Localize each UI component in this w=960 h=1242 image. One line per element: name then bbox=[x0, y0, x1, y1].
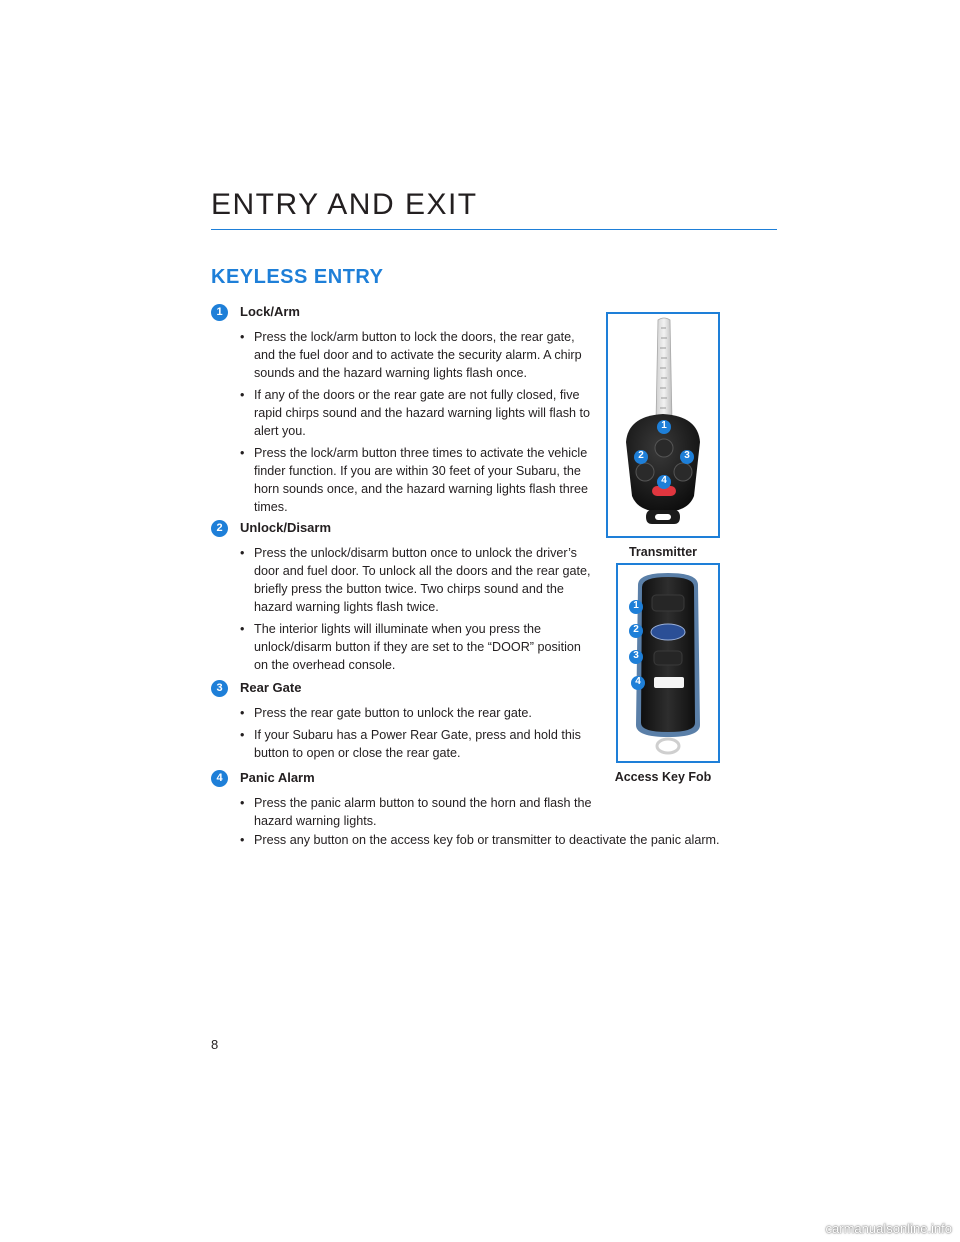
bullet-item: • Press the lock/arm button to lock the doors, the rear gate, and the fuel door and to activate the security alarm. A chirp sounds and the hazard warning lights flash once. bbox=[240, 330, 582, 380]
bullet-mark: • bbox=[240, 546, 245, 560]
item-number-badge: 1 bbox=[211, 304, 228, 321]
item-title: Rear Gate bbox=[240, 680, 302, 695]
transmitter-figure bbox=[606, 312, 720, 538]
bullet-list bbox=[211, 544, 596, 674]
footer-bullet: • Press any button on the access key fob or transmitter to deactivate the panic alarm. bbox=[240, 833, 720, 847]
callout-1: 1 bbox=[661, 420, 667, 431]
page-heading: KEYLESS ENTRY bbox=[211, 266, 384, 288]
bullet-mark: • bbox=[240, 833, 245, 847]
bullet-mark: • bbox=[240, 796, 245, 810]
bullet-list bbox=[211, 794, 596, 830]
callout-4: 4 bbox=[661, 475, 667, 486]
section-title: ENTRY AND EXIT bbox=[211, 188, 478, 221]
item-title: Lock/Arm bbox=[240, 304, 300, 319]
item-unlock-disarm bbox=[211, 518, 596, 678]
bullet-mark: • bbox=[240, 622, 245, 636]
bullet-item: • Press the panic alarm button to sound the horn and flash the hazard warning lights. bbox=[240, 796, 592, 828]
transmitter-caption: Transmitter bbox=[628, 545, 698, 559]
bullet-mark: • bbox=[240, 728, 245, 742]
bullet-list bbox=[211, 704, 596, 762]
callout-4: 4 bbox=[635, 676, 641, 687]
access-key-fob-figure bbox=[616, 563, 720, 763]
item-rear-gate bbox=[211, 678, 596, 766]
callout-3: 3 bbox=[684, 450, 690, 461]
callout-1: 1 bbox=[633, 600, 639, 611]
bullet-item: • Press the lock/arm button three times to activate the vehicle finder function. If you are within 30 feet of your Subaru, the horn sounds once, and the hazard warning lights flash three times. bbox=[240, 446, 588, 514]
page-number: 8 bbox=[211, 1037, 219, 1052]
item-number-badge: 4 bbox=[211, 770, 228, 787]
item-title: Unlock/Disarm bbox=[240, 520, 332, 535]
bullet-item: • Press the unlock/disarm button once to unlock the driver’s door and fuel door. To unlock all the doors and the rear gate, briefly press the button twice. Two chirps sound and the hazard warning lights flash twice. bbox=[240, 546, 591, 614]
bullet-item: • The interior lights will illuminate when you press the unlock/disarm button if they are set to the “DOOR” position on the overhead console. bbox=[240, 622, 581, 672]
item-number-badge: 3 bbox=[211, 680, 228, 697]
bullet-list bbox=[211, 328, 596, 516]
bullet-item: • If any of the doors or the rear gate are not fully closed, five rapid chirps sound and the hazard warning lights will flash to alert you. bbox=[240, 388, 591, 438]
bullet-item: • If your Subaru has a Power Rear Gate, press and hold this button to open or close the rear gate. bbox=[240, 728, 581, 760]
access-key-fob-illustration bbox=[618, 565, 718, 761]
bullet-mark: • bbox=[240, 330, 245, 344]
watermark: carmanualsonline.info bbox=[825, 1221, 952, 1236]
item-panic-alarm bbox=[211, 768, 596, 834]
item-number-badge: 2 bbox=[211, 520, 228, 537]
item-lock-arm bbox=[211, 302, 596, 520]
callout-2: 2 bbox=[638, 450, 644, 461]
callout-2: 2 bbox=[633, 624, 639, 635]
section-rule bbox=[211, 229, 777, 230]
bullet-mark: • bbox=[240, 446, 245, 460]
access-key-fob-caption: Access Key Fob bbox=[614, 770, 712, 784]
bullet-mark: • bbox=[240, 706, 245, 720]
bullet-mark: • bbox=[240, 388, 245, 402]
bullet-item: • Press the rear gate button to unlock the rear gate. bbox=[240, 706, 532, 720]
callout-3: 3 bbox=[633, 650, 639, 661]
item-title: Panic Alarm bbox=[240, 770, 315, 785]
